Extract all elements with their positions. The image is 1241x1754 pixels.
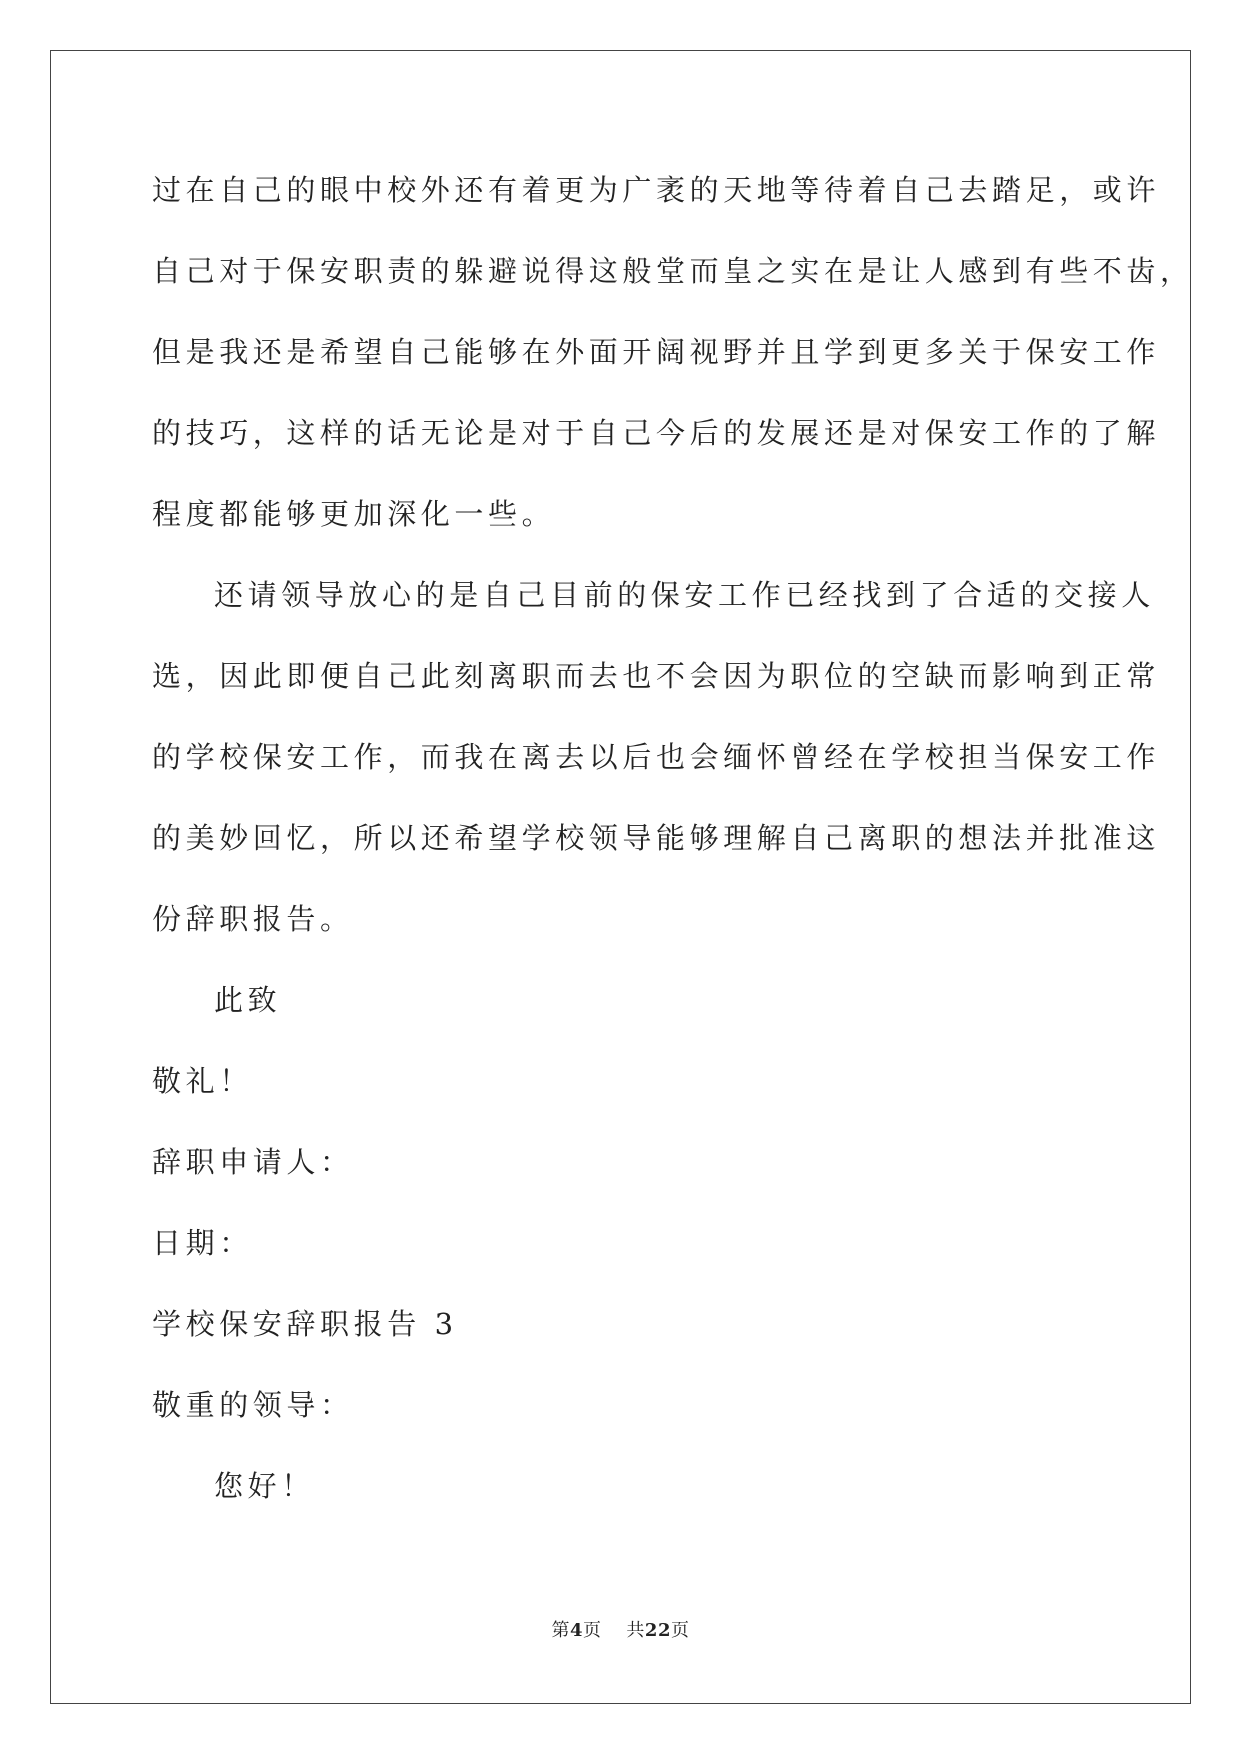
closing-regards: 敬礼！ <box>152 1064 253 1098</box>
paragraph-line: 的技巧，这样的话无论是对于自己今后的发展还是对保安工作的了解 <box>152 416 1161 450</box>
paragraph-line: 选，因此即便自己此刻离职而去也不会因为职位的空缺而影响到正常 <box>152 659 1161 693</box>
paragraph-line: 还请领导放心的是自己目前的保安工作已经找到了合适的交接人 <box>214 578 1155 612</box>
paragraph-line: 程度都能够更加深化一些。 <box>152 497 556 531</box>
paragraph-line: 的学校保安工作，而我在离去以后也会缅怀曾经在学校担当保安工作 <box>152 740 1161 774</box>
paragraph-line: 份辞职报告。 <box>152 902 354 936</box>
closing-salutation: 此致 <box>214 983 282 1017</box>
total-pages: 22 <box>644 1620 671 1641</box>
section-title: 学校保安辞职报告 3 <box>152 1307 458 1341</box>
total-prefix: 共 <box>626 1620 645 1641</box>
page-number: 4 <box>570 1620 584 1641</box>
total-suffix: 页 <box>670 1620 690 1641</box>
page-border <box>50 50 1191 1704</box>
paragraph-line: 过在自己的眼中校外还有着更为广袤的天地等待着自己去踏足，或许 <box>152 173 1161 207</box>
greeting-hello: 您好！ <box>214 1469 315 1503</box>
page-prefix: 第 <box>551 1620 570 1641</box>
page-suffix: 页 <box>583 1620 602 1641</box>
signature-label: 辞职申请人： <box>152 1145 354 1179</box>
date-label: 日期： <box>152 1226 253 1260</box>
page-footer <box>0 1616 1241 1642</box>
paragraph-line: 自己对于保安职责的躲避说得这般堂而皇之实在是让人感到有些不齿， <box>152 254 1194 288</box>
paragraph-line: 的美妙回忆，所以还希望学校领导能够理解自己离职的想法并批准这 <box>152 821 1161 855</box>
paragraph-line: 但是我还是希望自己能够在外面开阔视野并且学到更多关于保安工作 <box>152 335 1161 369</box>
greeting-addressee: 敬重的领导： <box>152 1388 354 1422</box>
